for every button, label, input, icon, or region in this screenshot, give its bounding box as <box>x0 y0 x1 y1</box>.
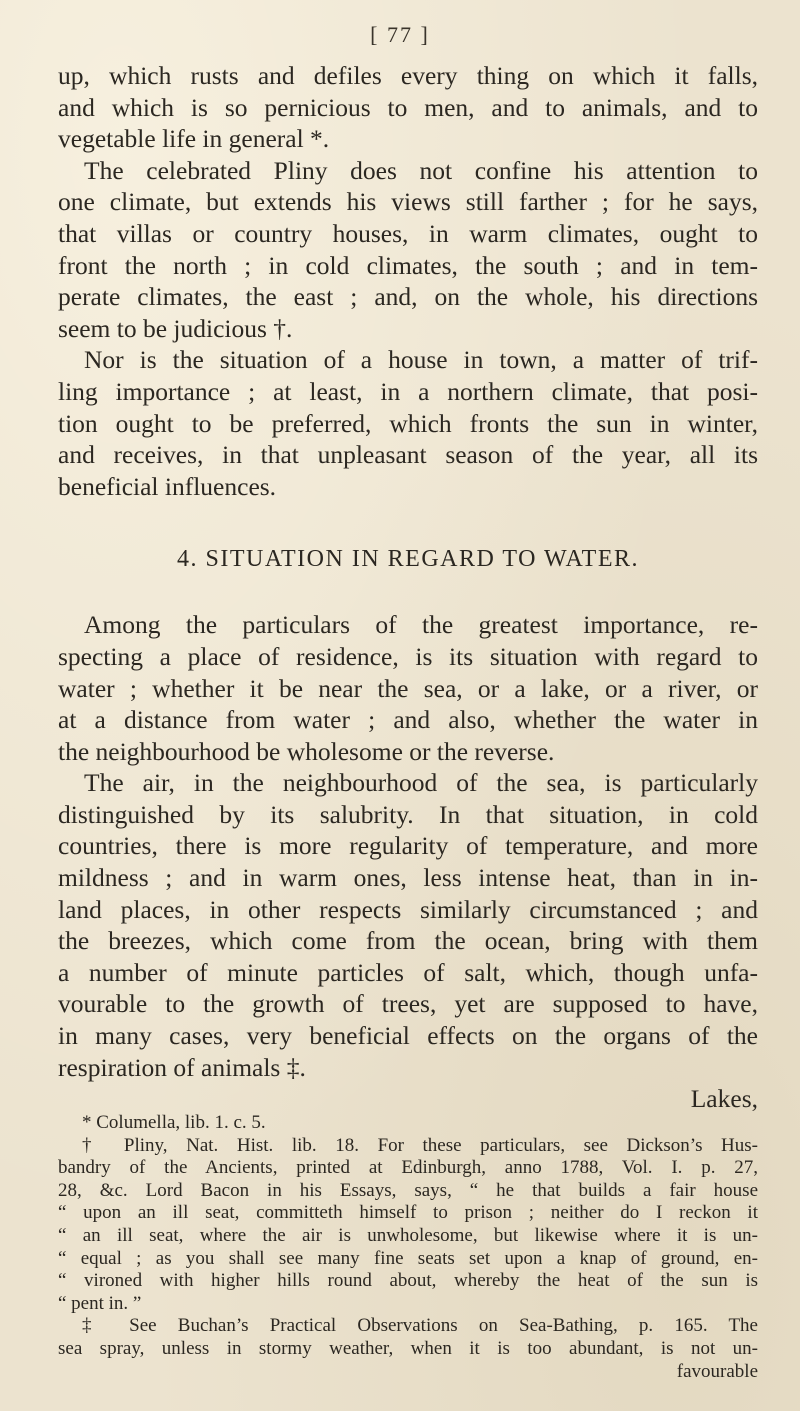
text-line: distinguished by its salubrity. In that situation, in cold <box>58 799 758 829</box>
text-line: Nor is the situation of a house in town, a matter of trif- <box>84 345 758 375</box>
text-line: mildness ; and in warm ones, less intense heat, than in in- <box>58 863 758 893</box>
footnote-line: † Pliny, Nat. Hist. lib. 18. For these particulars, see Dickson’s Hus- <box>82 1134 758 1156</box>
text-line: The air, in the neighbourhood of the sea, is particularly <box>84 768 758 798</box>
text-line: the breezes, which come from the ocean, bring with them <box>58 926 758 956</box>
footnote-line: * Columella, lib. 1. c. 5. <box>82 1112 266 1133</box>
text-line: countries, there is more regularity of temperature, and more <box>58 831 758 861</box>
text-line: at a distance from water ; and also, whether the water in <box>58 705 758 735</box>
footnote-line: “ upon an ill seat, committeth himself to prison ; neither do I reckon it <box>58 1202 758 1224</box>
footnote-line: ‡ See Buchan’s Practical Observations on Sea-Bathing, p. 165. The <box>82 1315 758 1337</box>
main-text <box>58 60 758 1115</box>
text-line: vegetable life in general *. <box>58 124 330 154</box>
text-line: a number of minute particles of salt, which, though unfa- <box>58 957 758 987</box>
footnote-line: 28, &c. Lord Bacon in his Essays, says, “ he that builds a fair house <box>58 1179 758 1201</box>
text-line: respiration of animals ‡. <box>58 1052 306 1082</box>
text-line: land places, in other respects similarly circumstanced ; and <box>58 894 758 924</box>
text-line: Among the particulars of the greatest importance, re- <box>84 610 758 640</box>
section-heading: 4. SITUATION IN REGARD TO WATER. <box>177 546 639 573</box>
text-line: seem to be judicious †. <box>58 313 293 343</box>
text-line: The celebrated Pliny does not confine his attention to <box>84 155 758 185</box>
footnote-line: “ equal ; as you shall see many fine seats set upon a knap of ground, en- <box>58 1247 758 1269</box>
footnote-line: bandry of the Ancients, printed at Edinburgh, anno 1788, Vol. I. p. 27, <box>58 1157 758 1179</box>
text-line: one climate, but extends his views still farther ; for he says, <box>58 187 758 217</box>
text-line: that villas or country houses, in warm climates, ought to <box>58 218 758 248</box>
footnotes <box>58 1112 758 1383</box>
text-line: specting a place of residence, is its situation with regard to <box>58 641 758 671</box>
footnote-line: “ vironed with higher hills round about, whereby the heat of the sun is <box>58 1270 758 1292</box>
text-line: ling importance ; at least, in a northern climate, that posi- <box>58 376 758 406</box>
text-line: in many cases, very beneficial effects on the organs of the <box>58 1021 758 1051</box>
text-line: water ; whether it be near the sea, or a lake, or a river, or <box>58 673 758 703</box>
footnote-line: “ pent in. ” <box>58 1292 142 1314</box>
catchword: Lakes, <box>690 1084 758 1114</box>
text-line: the neighbourhood be wholesome or the reverse. <box>58 736 555 766</box>
text-line: and receives, in that unpleasant season of the year, all its <box>58 440 758 470</box>
text-line: and which is so pernicious to men, and to animals, and to <box>58 92 758 122</box>
text-line: beneficial influences. <box>58 471 277 501</box>
text-line: vourable to the growth of trees, yet are supposed to have, <box>58 989 758 1019</box>
footnote-line: “ an ill seat, where the air is unwholesome, but likewise where it is un- <box>58 1224 758 1246</box>
text-line: perate climates, the east ; and, on the whole, his directions <box>58 282 758 312</box>
text-line: up, which rusts and defiles every thing on which it falls, <box>58 61 758 90</box>
text-line: front the north ; in cold climates, the south ; and in tem- <box>58 250 758 280</box>
footnote-catchword: favourable <box>676 1360 758 1382</box>
page-number: [ 77 ] <box>370 22 430 47</box>
footnote-line: sea spray, unless in stormy weather, when it is too abundant, is not un- <box>58 1337 758 1359</box>
text-line: tion ought to be preferred, which fronts the sun in winter, <box>58 408 758 438</box>
